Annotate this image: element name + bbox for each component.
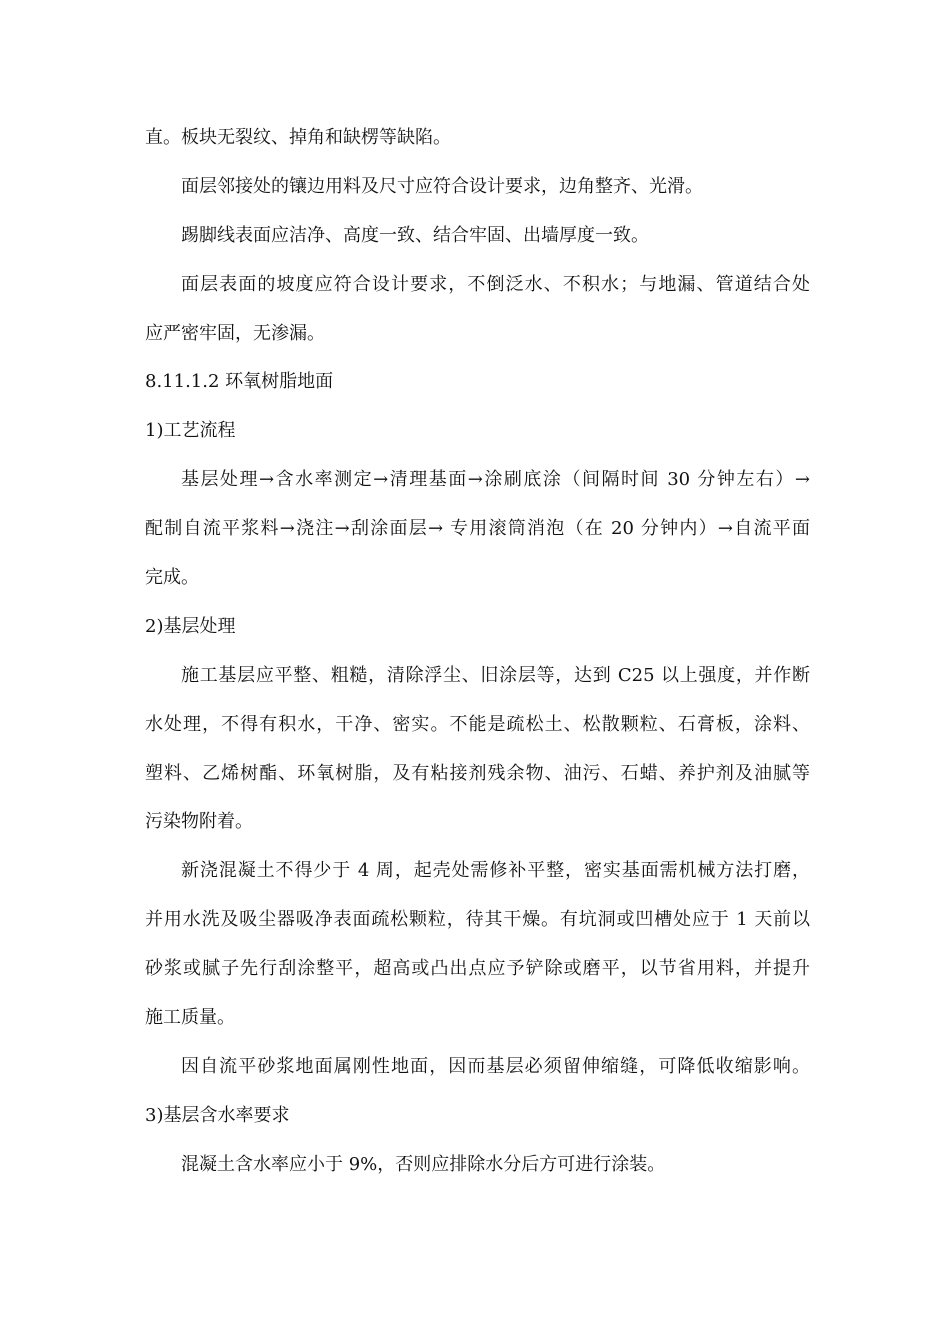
text-line: 污染物附着。 <box>145 811 253 833</box>
text-line: 混凝土含水率应小于 9%，否则应排除水分后方可进行涂装。 <box>181 1153 666 1175</box>
section-heading: 8.11.1.2 环氧树脂地面 <box>145 371 334 393</box>
text-line: 配制自流平浆料→浇注→刮涂面层→ 专用滚筒消泡（在 20 分钟内）→自流平面 <box>145 518 810 540</box>
document-body <box>145 118 810 1194</box>
text-line: 完成。 <box>145 567 199 589</box>
text-line: 因自流平砂浆地面属刚性地面，因而基层必须留伸缩缝，可降低收缩影响。 <box>181 1055 810 1077</box>
subsection-heading: 2)基层处理 <box>145 615 236 637</box>
text-line: 施工质量。 <box>145 1007 235 1029</box>
text-line: 新浇混凝土不得少于 4 周，起壳处需修补平整，密实基面需机械方法打磨， <box>181 860 810 882</box>
text-line: 应严密牢固，无渗漏。 <box>145 322 325 344</box>
text-line: 并用水洗及吸尘器吸净表面疏松颗粒，待其干燥。有坑洞或凹槽处应于 1 天前以 <box>145 909 810 931</box>
subsection-heading: 1)工艺流程 <box>145 420 236 442</box>
text-line: 砂浆或腻子先行刮涂整平，超高或凸出点应予铲除或磨平，以节省用料，并提升 <box>145 958 810 980</box>
text-line: 面层邻接处的镶边用料及尺寸应符合设计要求，边角整齐、光滑。 <box>181 175 703 197</box>
subsection-heading: 3)基层含水率要求 <box>145 1104 290 1126</box>
text-line: 塑料、乙烯树酯、环氧树脂，及有粘接剂残余物、油污、石蜡、养护剂及油腻等 <box>145 762 810 784</box>
text-line: 面层表面的坡度应符合设计要求，不倒泛水、不积水；与地漏、管道结合处 <box>181 273 810 295</box>
text-line: 直。板块无裂纹、掉角和缺楞等缺陷。 <box>145 127 451 148</box>
text-line: 施工基层应平整、粗糙，清除浮尘、旧涂层等，达到 C25 以上强度，并作断 <box>181 664 810 686</box>
text-line: 水处理，不得有积水，干净、密实。不能是疏松土、松散颗粒、石膏板，涂料、 <box>145 713 810 735</box>
text-line: 基层处理→含水率测定→清理基面→涂刷底涂（间隔时间 30 分钟左右）→ <box>181 469 810 491</box>
text-line: 踢脚线表面应洁净、高度一致、结合牢固、出墙厚度一致。 <box>181 224 649 246</box>
